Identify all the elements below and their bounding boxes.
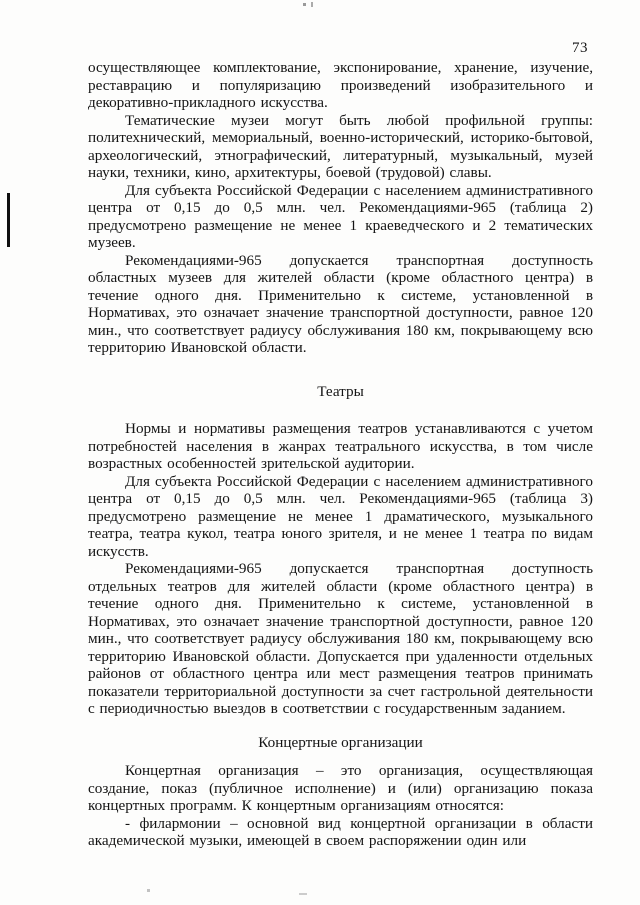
paragraph-theatre-recommendations: Для субъекта Российской Федерации с населением административного центра от 0,15 до 0,5 млн. чел. Рекомендациями-965 (таблица 3) предусмотрено размещение не менее 1 драматического, музыкального театра, театра кукол, театра юного зрителя, и не менее 1 театра по видам искусств. xyxy=(88,472,593,560)
scan-artifact-bottom-speck xyxy=(299,893,307,895)
paragraph-theatre-norms: Нормы и нормативы размещения театров устанавливаются с учетом потребностей населения в жанрах театрального искусства, в том числе возрастных особенностей зрительской аудитории. xyxy=(88,420,593,472)
paragraph-thematic-museums: Тематические музеи могут быть любой профильной группы: политехнический, мемориальный, военно-исторический, историко-бытовой, археологический, этнографический, литературный, музыкальный, музей науки, техники, кино, архитектуры, боевой (трудовой) славы. xyxy=(88,111,593,181)
scan-artifact-bottom-speck xyxy=(147,889,150,892)
section-heading-concert-organizations: Концертные организации xyxy=(258,733,423,751)
paragraph-theatre-accessibility: Рекомендациями-965 допускается транспортная доступность отдельных театров для жителей области (кроме областного центра) в течение одного дня. Применительно к системе, установленной в Нормативах, это означает значение транспортной доступности, равное 120 мин., что соответствует радиусу обслуживания 180 км, покрывающему всю территорию Ивановской области. Допускается при удаленности отдельных районов от областного центра или мест размещения театров принимать показатели территориальной доступности за счет гастрольной деятельности с периодичностью выездов в соответствии с государственным заданием. xyxy=(88,560,593,717)
document-body xyxy=(88,59,593,850)
page-number: 73 xyxy=(572,40,588,56)
paragraph-concert-definition: Концертная организация – это организация, осуществляющая создание, показ (публичное исполнение) и (или) организацию показа концертных программ. К концертным организациям относятся: xyxy=(88,762,593,814)
paragraph-philharmonic-item: - филармонии – основной вид концертной организации в области академической музыки, имеющей в своем распоряжении один или xyxy=(88,814,593,849)
section-heading-theatres: Театры xyxy=(317,382,364,400)
paragraph-museum-accessibility: Рекомендациями-965 допускается транспортная доступность областных музеев для жителей области (кроме областного центра) в течение одного дня. Применительно к системе, установленной в Нормативах, это означает значение транспортной доступности, равное 120 мин., что соответствует радиусу обслуживания 180 км, покрывающему всю территорию Ивановской области. xyxy=(88,251,593,356)
scan-artifact-top-speck xyxy=(303,3,306,6)
paragraph-museum-functions-continued: осуществляющее комплектование, экспонирование, хранение, изучение, реставрацию и популяризацию произведений изобразительного и декоративно-прикладного искусства. xyxy=(88,59,593,111)
scan-artifact-top-speck xyxy=(311,2,313,7)
scan-artifact-left-line xyxy=(7,193,10,247)
paragraph-museum-recommendations: Для субъекта Российской Федерации с населением административного центра от 0,15 до 0,5 млн. чел. Рекомендациями-965 (таблица 2) предусмотрено размещение не менее 1 краеведческого и 2 тематических музеев. xyxy=(88,181,593,251)
